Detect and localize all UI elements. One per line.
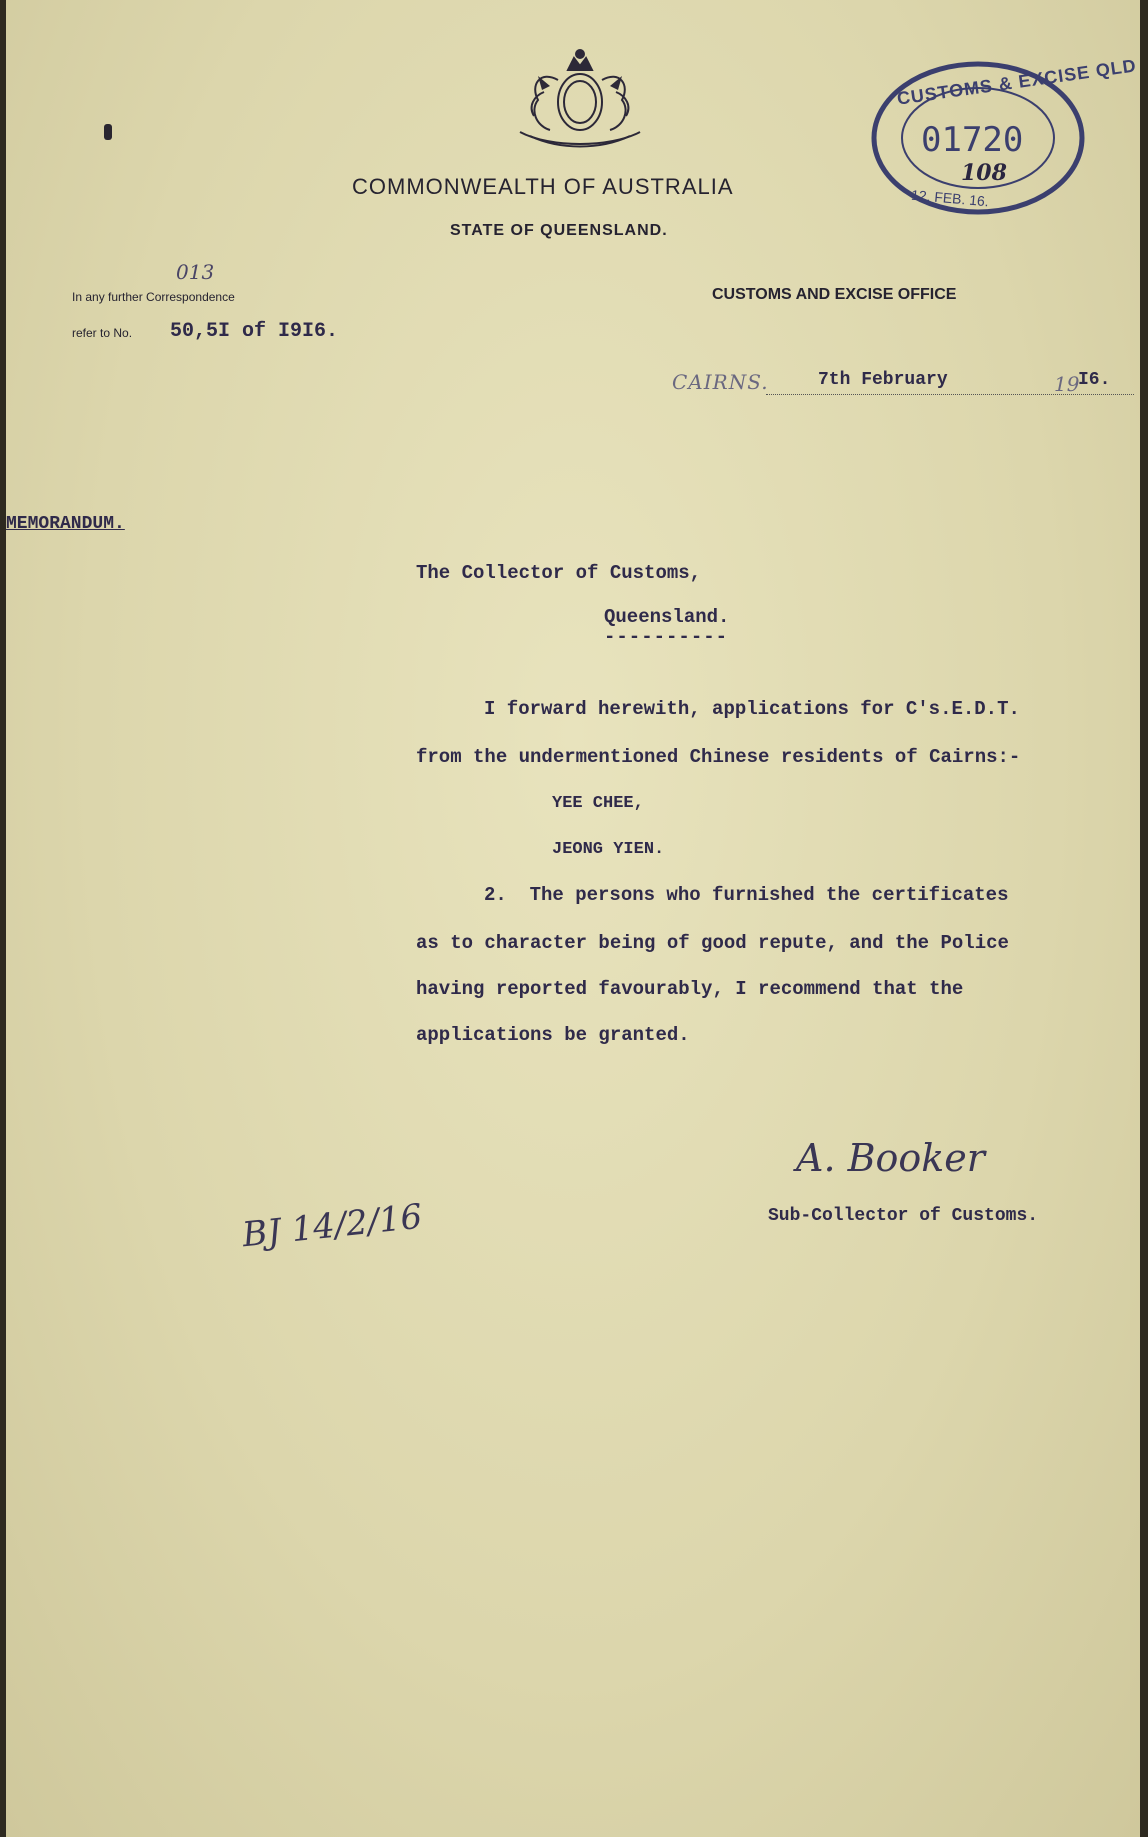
paragraph2-line1: 2. The persons who furnished the certificates	[484, 884, 1009, 906]
office-heading: CUSTOMS AND EXCISE OFFICE	[712, 286, 957, 303]
signature-title: Sub-Collector of Customs.	[768, 1206, 1039, 1226]
dateline-year-prefix: 19	[1054, 372, 1080, 396]
dateline-year-suffix: I6.	[1078, 370, 1111, 390]
state-heading: STATE OF QUEENSLAND.	[450, 222, 668, 239]
paragraph2-line2: as to character being of good repute, and the Police	[416, 932, 1009, 954]
dateline-date: 7th February	[818, 370, 948, 390]
stamp-date: 12. FEB. 16.	[910, 186, 990, 210]
margin-initials: BJ 14/2/16	[240, 1196, 425, 1256]
document-page	[6, 0, 1140, 1837]
coat-of-arms-icon	[490, 40, 670, 150]
stamp-ring-text: CUSTOMS & EXCISE QLD	[895, 55, 1138, 109]
dateline-rule	[766, 394, 1134, 395]
addressee-rule: ----------	[604, 626, 729, 648]
paragraph2-line4: applications be granted.	[416, 1024, 690, 1046]
stamp-handwritten-number: 108	[961, 160, 1007, 186]
addressee-line2: Queensland.	[604, 606, 730, 628]
signature-handwritten: A. Booker	[796, 1136, 985, 1180]
reference-prefix: refer to No.	[72, 326, 133, 340]
reference-handwritten-mark: 013	[176, 260, 215, 284]
addressee-line1: The Collector of Customs,	[416, 562, 702, 584]
paragraph2-line3: having reported favourably, I recommend that the	[416, 978, 964, 1000]
reference-line: In any further Correspondence	[72, 290, 235, 304]
applicant-name-1: YEE CHEE,	[552, 794, 644, 813]
commonwealth-heading: COMMONWEALTH OF AUSTRALIA	[352, 174, 734, 199]
paragraph1-line1: I forward herewith, applications for C's.E.D.T.	[484, 698, 1020, 720]
paragraph1-line2: from the undermentioned Chinese residents of Cairns:-	[416, 746, 1021, 768]
memorandum-heading: MEMORANDUM.	[6, 514, 125, 534]
reference-number: 50,5I of I9I6.	[170, 320, 339, 343]
stamp-number: 01720	[921, 120, 1024, 160]
dateline-place: CAIRNS.	[672, 370, 769, 394]
applicant-name-2: JEONG YIEN.	[552, 840, 665, 859]
paper-blemish	[104, 124, 112, 140]
